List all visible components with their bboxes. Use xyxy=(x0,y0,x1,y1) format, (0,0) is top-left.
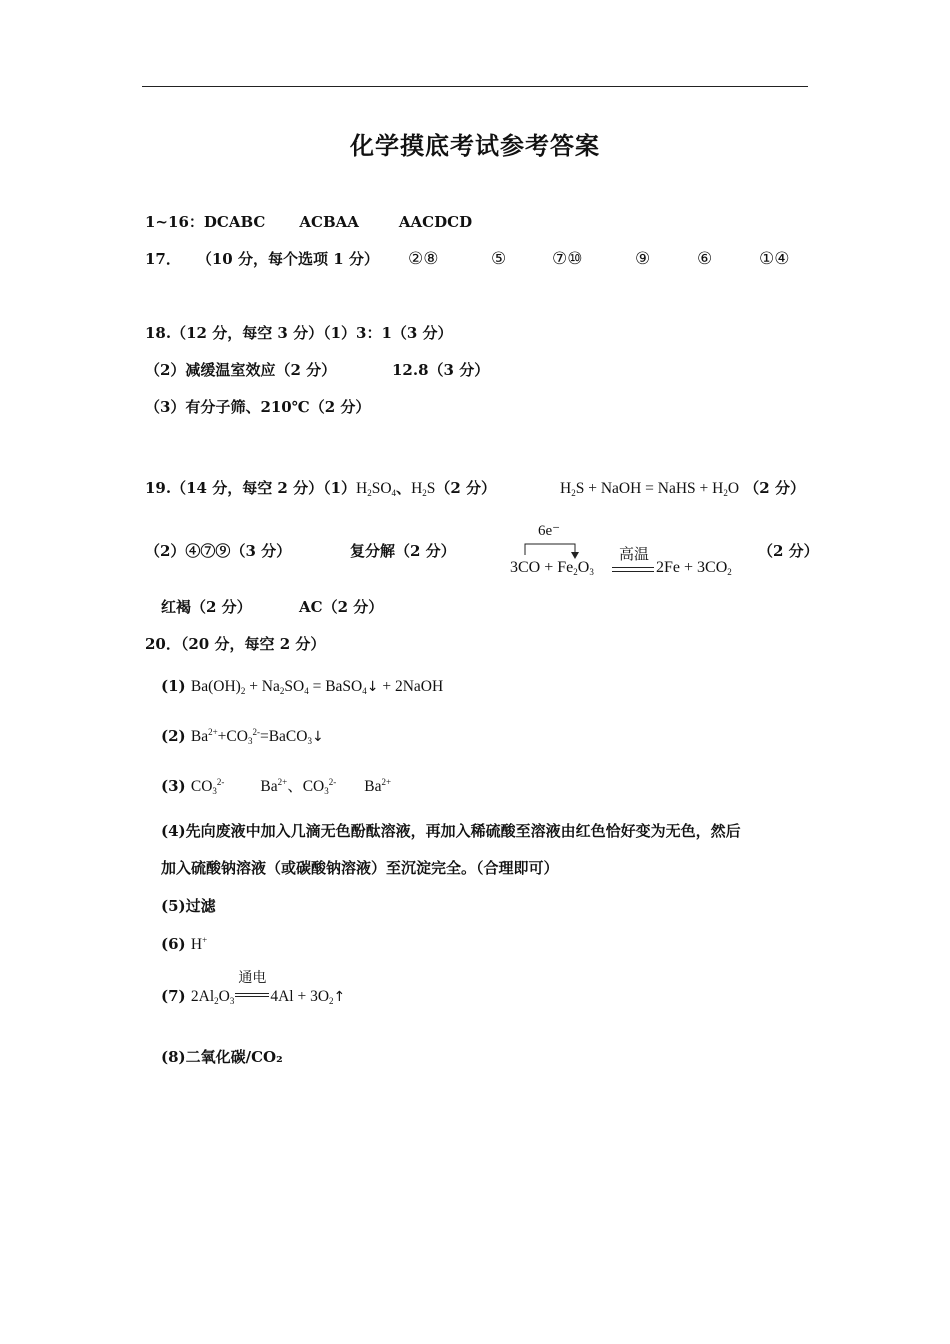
answer-18-line-1: 18.（12 分，每空 3 分）（1）3：1（3 分） xyxy=(145,324,453,342)
answer-20-part-6: (6) H+ xyxy=(161,935,208,953)
condition-label: 高温 xyxy=(618,547,649,563)
answer-20-part-3: (3) $CO_3^{2-}$ $Ba^{2+}$、$CO_3^{2-}$ $Ba^{2+}$ xyxy=(161,777,392,796)
answer-19-ac: AC（2 分） xyxy=(299,598,384,616)
answer-18-line-2a: （2）减缓温室效应（2 分） xyxy=(145,361,337,379)
answer-17-option-3: ⑦⑩ xyxy=(552,249,583,268)
answer-20-part-4-line-2: 加入硫酸钠溶液（或碳酸钠溶液）至沉淀完全。（合理即可） xyxy=(161,859,559,877)
answer-1-16: 1~16：DCABC ACBAA AACDCD xyxy=(145,213,473,231)
answer-20-part-7: (7) $2Al_2O_3$ 通电 $4Al + 3O_2↑$ xyxy=(161,971,346,1006)
answer-19-equation-1: $H_2S$ + NaOH = NaHS + $H_2O$ （2 分） xyxy=(560,479,805,498)
equation-left: $3CO + Fe_2O_3$ xyxy=(510,559,594,577)
answer-20-part-1: (1) $Ba(OH)_2 + Na_2SO_4$ = BaSO$_4$↓ + 2NaOH xyxy=(161,677,444,696)
answer-19-reaction-type: 复分解（2 分） xyxy=(350,542,456,560)
answer-19-color: 红褐（2 分） xyxy=(161,598,252,616)
answer-17-option-6: ①④ xyxy=(759,249,790,268)
page-title: 化学摸底考试参考答案 xyxy=(350,131,600,160)
answer-17-option-1: ②⑧ xyxy=(408,249,439,268)
equals-sign xyxy=(612,567,654,572)
answer-20-part-2: (2) $Ba^{2+}+CO_3^{2-}=BaCO_3↓$ xyxy=(161,727,324,746)
answer-18-line-3: （3）有分子筛、210℃（2 分） xyxy=(145,398,371,416)
electron-transfer-label: 6e⁻ xyxy=(538,523,561,539)
answer-17: 17． （10 分，每个选项 1 分） xyxy=(145,250,379,268)
header-rule xyxy=(142,86,808,87)
answer-17-option-2: ⑤ xyxy=(491,249,507,268)
answer-19-part-1: 19.（14 分，每空 2 分）$(1)H_2SO_4$、$H_2S(2$ 分） xyxy=(145,479,497,498)
answer-17-option-4: ⑨ xyxy=(635,249,651,268)
equation-right: $2Fe + 3CO_2$ xyxy=(656,559,732,577)
answer-17-option-5: ⑥ xyxy=(697,249,713,268)
answer-20-head: 20．（20 分，每空 2 分） xyxy=(145,635,326,653)
answer-19-part-2: （2）④⑦⑨（3 分） xyxy=(145,542,292,560)
answer-20-part-4-line-1: (4)先向废液中加入几滴无色酚酞溶液，再加入稀硫酸至溶液由红色恰好变为无色，然后 xyxy=(161,822,741,840)
answer-20-part-5: (5)过滤 xyxy=(161,897,216,915)
redox-equation xyxy=(510,523,780,583)
answer-19-pts-3: （2 分） xyxy=(758,542,819,560)
electrolysis-equals: 通电 xyxy=(234,987,270,1007)
answer-20-part-8: (8)二氧化碳/CO₂ xyxy=(161,1048,283,1066)
answer-18-line-2b: 12.8（3 分） xyxy=(392,361,490,379)
